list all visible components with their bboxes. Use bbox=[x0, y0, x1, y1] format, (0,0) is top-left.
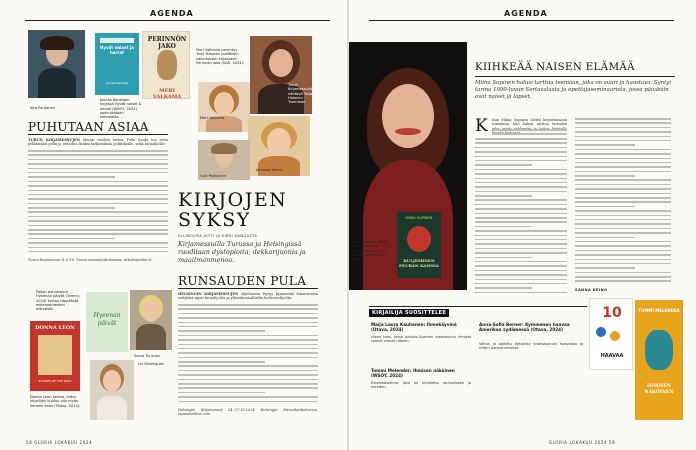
puhutaan-intro bbox=[28, 138, 168, 147]
caption-tarja-halonen: Turun Kirjamessuilla nähtävä Tarja Halonen Tuomioon bbox=[288, 83, 313, 105]
article-body-col2 bbox=[575, 118, 671, 286]
suosittelee-title: KIRJAILIJA SUOSITTELEE bbox=[369, 309, 449, 317]
book-hyeenan bbox=[86, 292, 128, 352]
caption-outi-pakkanen: Outi Pakkanen bbox=[200, 174, 226, 178]
caption-donna-leon: Donna Leon kertoo, miksi kirjailijan kuuluu olla myös veneen mies (Otava, 2024). bbox=[30, 395, 81, 408]
book-kuljeminen-title: KULJEMINEN PEURAN KANSSA bbox=[399, 258, 439, 268]
caption-kira-poutanen: Kira Poutanen bbox=[30, 106, 56, 110]
photo-meri-valkama bbox=[198, 82, 250, 132]
photo-kira-poutanen bbox=[28, 30, 85, 98]
article-body-col1-top bbox=[492, 129, 567, 137]
book-perinnon-jako-title: PERINNÖN JAKO bbox=[147, 36, 187, 50]
rule-kiihkeaa bbox=[475, 76, 675, 77]
headline-puhutaan-asiaa: PUHUTAAN ASIAA bbox=[28, 120, 149, 134]
puhutaan-body bbox=[28, 150, 168, 256]
photo-saara-turunen bbox=[130, 290, 172, 350]
puhutaan-credit: Turun kirjamessut 4.-6.10. Turun messukeskuksessa, Artukaisentie 8. bbox=[28, 258, 152, 262]
book-10-haavaa-number: 10 bbox=[602, 305, 622, 321]
caption-miina-supinen: Miina Supinen (alla) julkaisee kirjan kuluvana syksynä Kuljeminen peuran kanssa. bbox=[351, 240, 387, 262]
runsauden-lede: HELSINGIN KIRJAMESSUJEN bbox=[178, 292, 239, 296]
puhutaan-intro-text: tämän vuoden teema Pelin henki tuo esiin pelkästään pelin ja urheilun lisäksi tarkoituksia poliitikoille, sekä kirjailijoille. bbox=[28, 138, 168, 147]
section-label-left: AGENDA bbox=[150, 9, 194, 18]
byline: SANNA KEINO bbox=[575, 288, 608, 292]
headline-kiihkeaa: KIIHKEÄÄ NAISEN ELÄMÄÄ bbox=[475, 62, 635, 73]
header-rule-right bbox=[369, 20, 674, 21]
rule-puhutaan bbox=[28, 134, 168, 135]
puhutaan-lede: TURUN KIRJAMESSUJEN bbox=[28, 138, 80, 142]
book-donna-leon-title: ECHOES OF THE PAST bbox=[38, 379, 72, 383]
photo-johanna-venho bbox=[248, 116, 310, 176]
runsauden-body bbox=[178, 304, 318, 404]
book-kuljeminen bbox=[397, 212, 441, 278]
rec-1-title: Maija Laura Kauhanen: Ihmekäyvinä (Otava, 2024) bbox=[371, 322, 457, 333]
caption-liv-stromquist: Liv Strömquist bbox=[138, 362, 164, 366]
title-kirjojen: KIRJOJEN bbox=[178, 189, 288, 211]
book-perinnon-jako-author: MERI VALKAMA bbox=[152, 88, 182, 100]
title-syksy: SYKSY bbox=[178, 209, 251, 231]
book-10-haavaa bbox=[589, 298, 633, 370]
caption-hyeenan-paivat: Paljon puhuttanut Hyeenan päivät (Tammi, 2024) kertoo täppäästä edesmenneiden elämästä. bbox=[36, 290, 80, 312]
photo-liv-stromquist bbox=[90, 360, 134, 420]
caption-meri-valkama: Meri Valkama bbox=[200, 116, 225, 120]
kirjojen-lede: Kirjamessuilla Turussa ja Helsingissä ruoditaan dystopioita, dekkarijuonia ja maailmanmenoa. bbox=[178, 240, 306, 264]
runsauden-intro bbox=[178, 292, 318, 301]
headline-runsauden-pula: RUNSAUDEN PULA bbox=[178, 274, 307, 288]
left-page bbox=[0, 0, 347, 450]
kiihkeaa-lede: Miina Supinen halusi tarttua teemaan, joka on suuri ja haastava. Syntyi tarina 1990-luvun Sortavalasta ja opettajaseminaarista, jossa päiväisin ovat naiset ja lapset. bbox=[475, 80, 672, 100]
book-hyeenan-line1: Hyeenan bbox=[93, 312, 121, 319]
rule-runsauden bbox=[178, 288, 318, 289]
book-hyvat-naiset bbox=[95, 33, 139, 95]
book-hyvat-naiset-author: Joonas Konstig bbox=[106, 81, 128, 85]
rec-3-title: Tommi Melender: Ihmisen näköinen (WSOY, 2024) bbox=[371, 368, 455, 379]
book-ihmisen-nakoinen bbox=[635, 300, 683, 420]
book-donna-leon bbox=[30, 321, 80, 391]
caption-johanna-venho: Johanna Venho bbox=[256, 168, 283, 172]
runsauden-intro-text: ohjelmasta löytyy kymmeniä kiinnostavia esityksiä myös kirjailijoilta ja yhteiskunnallisilta keskustelijoilta. bbox=[178, 292, 319, 301]
caption-joonas-konstig: Joonas Konstigin kirjassa Hyvät naiset & herrat (WSOY, 2024) spekuloidaan kohtaloilla. bbox=[100, 98, 142, 120]
kirjojen-byline: ELLINOORA AITTI JA KIRSI KANGASTA bbox=[178, 234, 258, 238]
right-page bbox=[349, 0, 696, 450]
caption-meri-valkama-book: Meri Valkama perehtyy Tarja Halosen poliittisiin vaikutuksiin kirjassaan Perinnön jako (S&S, 2024). bbox=[196, 48, 245, 65]
book-hyvat-naiset-title: Hyvät naiset ja herrat bbox=[100, 45, 134, 55]
runsauden-credit: Helsingin Kirjamessut 24.-27.10.2024 Helsingin Messukeskuksessa, messukeskus.com bbox=[178, 408, 318, 417]
book-kuljeminen-author: MIINA SUPINEN bbox=[405, 216, 433, 220]
drop-cap: K bbox=[475, 116, 488, 136]
book-ihmisen-title: IHMISEN NÄKÖINEN bbox=[644, 384, 674, 395]
rec-3-text: Esseekokoelma, joka on kirjoitettu rauhallisesti ja harkiten. bbox=[371, 381, 471, 390]
footer-left: 58 GLORIA LOKAKUU 2024 bbox=[26, 440, 93, 445]
book-ihmisen-author: TOMMI MELENDER bbox=[638, 308, 680, 313]
kiihkeaa-intro: Kun Miina Supinen aloitti kirjoittamaan romaania, hän halusi tarttua tarinaan bbox=[492, 118, 567, 127]
book-donna-leon-author: DONNA LEON bbox=[35, 325, 75, 331]
caption-saara-turunen: Saara Turunen bbox=[134, 354, 160, 358]
section-label-right: AGENDA bbox=[504, 9, 548, 18]
book-perinnon-jako bbox=[142, 31, 190, 99]
book-hyeenan-line2: päivät bbox=[97, 320, 117, 327]
book-10-haavaa-title: HAAVAA bbox=[600, 353, 624, 359]
header-rule-left bbox=[25, 20, 330, 21]
rec-1-text: Hieno teos, jossa pohjois-Suomen maaseudun ihmiset saavat viimein äänen. bbox=[371, 335, 471, 344]
rec-2-text: Vahva ja palkittu tietokirja yhteiskunnan haavoista ja niiden parantumisesta. bbox=[479, 342, 583, 351]
footer-right: GLORIA LOKAKUU 2024 59 bbox=[549, 440, 616, 445]
suosittelee-rule bbox=[369, 306, 587, 307]
article-body-col1 bbox=[475, 138, 567, 298]
rec-2-title: Anna-Sofia Berner: Kymmenen haavaa Amerikan sydämessä (Otava, 2024) bbox=[479, 322, 570, 333]
